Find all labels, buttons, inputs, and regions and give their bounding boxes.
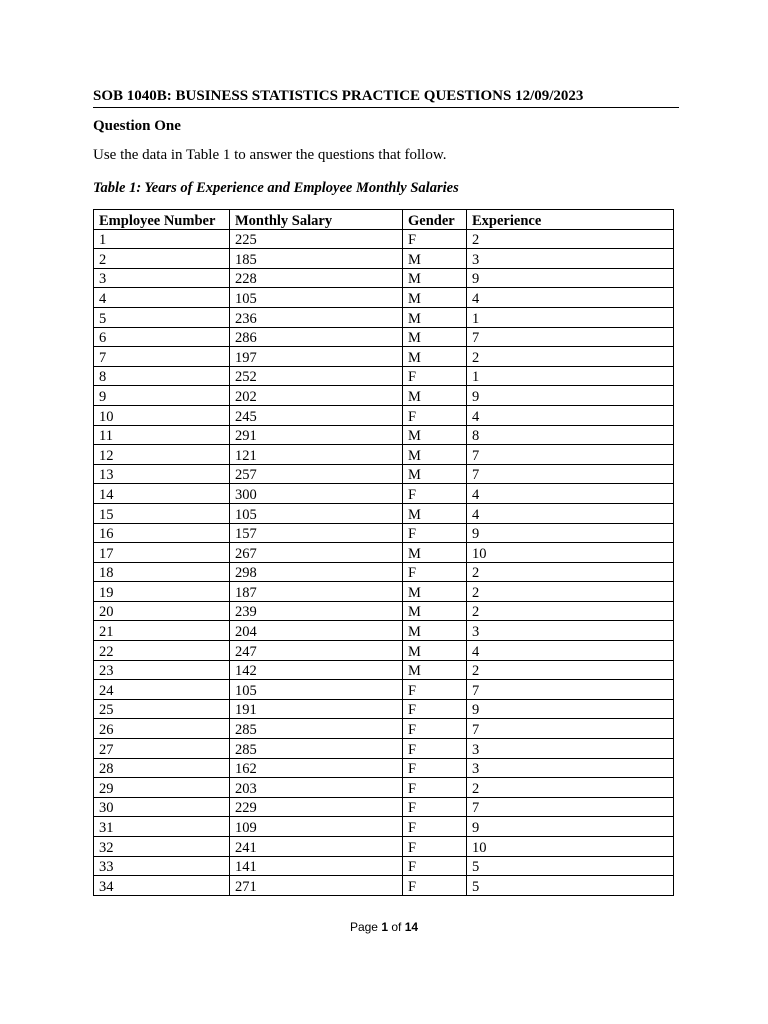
table-body bbox=[94, 229, 674, 895]
cell-employee-number: 23 bbox=[94, 660, 230, 680]
cell-gender: F bbox=[403, 719, 467, 739]
cell-experience: 5 bbox=[467, 856, 674, 876]
cell-experience: 9 bbox=[467, 817, 674, 837]
cell-gender: F bbox=[403, 778, 467, 798]
cell-monthly-salary: 245 bbox=[230, 405, 403, 425]
column-header-experience: Experience bbox=[467, 210, 674, 230]
cell-experience: 3 bbox=[467, 758, 674, 778]
table-row bbox=[94, 386, 674, 406]
cell-employee-number: 27 bbox=[94, 739, 230, 759]
cell-employee-number: 3 bbox=[94, 268, 230, 288]
cell-employee-number: 34 bbox=[94, 876, 230, 896]
cell-gender: F bbox=[403, 817, 467, 837]
cell-experience: 2 bbox=[467, 562, 674, 582]
cell-monthly-salary: 285 bbox=[230, 739, 403, 759]
table-row bbox=[94, 601, 674, 621]
cell-employee-number: 32 bbox=[94, 837, 230, 857]
cell-gender: M bbox=[403, 503, 467, 523]
cell-employee-number: 19 bbox=[94, 582, 230, 602]
table-row bbox=[94, 876, 674, 896]
cell-experience: 2 bbox=[467, 347, 674, 367]
cell-monthly-salary: 267 bbox=[230, 543, 403, 563]
table-caption: Table 1: Years of Experience and Employee Monthly Salaries bbox=[93, 180, 459, 196]
cell-monthly-salary: 236 bbox=[230, 307, 403, 327]
table-row bbox=[94, 719, 674, 739]
cell-experience: 7 bbox=[467, 445, 674, 465]
cell-gender: M bbox=[403, 660, 467, 680]
table-row bbox=[94, 699, 674, 719]
cell-gender: F bbox=[403, 405, 467, 425]
cell-employee-number: 20 bbox=[94, 601, 230, 621]
cell-gender: M bbox=[403, 307, 467, 327]
cell-employee-number: 30 bbox=[94, 797, 230, 817]
cell-monthly-salary: 229 bbox=[230, 797, 403, 817]
cell-employee-number: 26 bbox=[94, 719, 230, 739]
cell-monthly-salary: 239 bbox=[230, 601, 403, 621]
cell-employee-number: 8 bbox=[94, 366, 230, 386]
cell-monthly-salary: 187 bbox=[230, 582, 403, 602]
cell-monthly-salary: 141 bbox=[230, 856, 403, 876]
cell-monthly-salary: 257 bbox=[230, 464, 403, 484]
cell-monthly-salary: 162 bbox=[230, 758, 403, 778]
cell-gender: M bbox=[403, 641, 467, 661]
table-row bbox=[94, 268, 674, 288]
cell-monthly-salary: 202 bbox=[230, 386, 403, 406]
cell-experience: 2 bbox=[467, 229, 674, 249]
table-row bbox=[94, 523, 674, 543]
page-number bbox=[0, 919, 768, 935]
cell-experience: 9 bbox=[467, 523, 674, 543]
cell-experience: 4 bbox=[467, 641, 674, 661]
table-row bbox=[94, 366, 674, 386]
cell-experience: 4 bbox=[467, 484, 674, 504]
table-row bbox=[94, 582, 674, 602]
table-row bbox=[94, 347, 674, 367]
cell-gender: M bbox=[403, 621, 467, 641]
cell-monthly-salary: 286 bbox=[230, 327, 403, 347]
cell-gender: M bbox=[403, 601, 467, 621]
cell-experience: 1 bbox=[467, 366, 674, 386]
table-row bbox=[94, 425, 674, 445]
cell-employee-number: 22 bbox=[94, 641, 230, 661]
cell-monthly-salary: 247 bbox=[230, 641, 403, 661]
cell-employee-number: 25 bbox=[94, 699, 230, 719]
cell-employee-number: 5 bbox=[94, 307, 230, 327]
column-header-monthly-salary: Monthly Salary bbox=[230, 210, 403, 230]
cell-experience: 3 bbox=[467, 621, 674, 641]
table-row bbox=[94, 405, 674, 425]
employee-salary-table bbox=[93, 209, 674, 896]
cell-experience: 2 bbox=[467, 601, 674, 621]
cell-monthly-salary: 291 bbox=[230, 425, 403, 445]
cell-experience: 1 bbox=[467, 307, 674, 327]
cell-gender: F bbox=[403, 366, 467, 386]
cell-employee-number: 4 bbox=[94, 288, 230, 308]
cell-experience: 2 bbox=[467, 660, 674, 680]
cell-monthly-salary: 271 bbox=[230, 876, 403, 896]
cell-gender: F bbox=[403, 856, 467, 876]
cell-gender: F bbox=[403, 484, 467, 504]
cell-experience: 10 bbox=[467, 837, 674, 857]
cell-experience: 7 bbox=[467, 719, 674, 739]
cell-experience: 3 bbox=[467, 739, 674, 759]
cell-experience: 7 bbox=[467, 464, 674, 484]
cell-gender: F bbox=[403, 837, 467, 857]
table-row bbox=[94, 503, 674, 523]
cell-monthly-salary: 157 bbox=[230, 523, 403, 543]
cell-experience: 9 bbox=[467, 268, 674, 288]
cell-gender: M bbox=[403, 464, 467, 484]
cell-employee-number: 21 bbox=[94, 621, 230, 641]
cell-gender: M bbox=[403, 445, 467, 465]
cell-employee-number: 1 bbox=[94, 229, 230, 249]
cell-monthly-salary: 121 bbox=[230, 445, 403, 465]
cell-gender: M bbox=[403, 425, 467, 445]
cell-experience: 4 bbox=[467, 405, 674, 425]
cell-monthly-salary: 225 bbox=[230, 229, 403, 249]
table-row bbox=[94, 641, 674, 661]
cell-monthly-salary: 298 bbox=[230, 562, 403, 582]
cell-gender: F bbox=[403, 229, 467, 249]
cell-experience: 4 bbox=[467, 288, 674, 308]
cell-monthly-salary: 203 bbox=[230, 778, 403, 798]
cell-monthly-salary: 142 bbox=[230, 660, 403, 680]
table-row bbox=[94, 288, 674, 308]
cell-experience: 5 bbox=[467, 876, 674, 896]
cell-monthly-salary: 285 bbox=[230, 719, 403, 739]
cell-employee-number: 13 bbox=[94, 464, 230, 484]
cell-gender: M bbox=[403, 543, 467, 563]
cell-monthly-salary: 300 bbox=[230, 484, 403, 504]
cell-gender: M bbox=[403, 347, 467, 367]
table-row bbox=[94, 837, 674, 857]
cell-monthly-salary: 197 bbox=[230, 347, 403, 367]
table-row bbox=[94, 778, 674, 798]
cell-monthly-salary: 105 bbox=[230, 288, 403, 308]
column-header-gender: Gender bbox=[403, 210, 467, 230]
cell-employee-number: 12 bbox=[94, 445, 230, 465]
cell-gender: F bbox=[403, 523, 467, 543]
table-row bbox=[94, 484, 674, 504]
table-row bbox=[94, 621, 674, 641]
cell-monthly-salary: 185 bbox=[230, 249, 403, 269]
cell-experience: 7 bbox=[467, 797, 674, 817]
page-label-prefix: Page bbox=[349, 920, 382, 934]
cell-experience: 9 bbox=[467, 699, 674, 719]
cell-monthly-salary: 241 bbox=[230, 837, 403, 857]
cell-experience: 7 bbox=[467, 680, 674, 700]
cell-employee-number: 14 bbox=[94, 484, 230, 504]
cell-employee-number: 7 bbox=[94, 347, 230, 367]
table-row bbox=[94, 660, 674, 680]
cell-monthly-salary: 109 bbox=[230, 817, 403, 837]
table-row bbox=[94, 464, 674, 484]
cell-experience: 9 bbox=[467, 386, 674, 406]
cell-employee-number: 2 bbox=[94, 249, 230, 269]
cell-employee-number: 16 bbox=[94, 523, 230, 543]
header-divider bbox=[93, 107, 679, 108]
cell-employee-number: 15 bbox=[94, 503, 230, 523]
cell-gender: M bbox=[403, 268, 467, 288]
current-page: 1 bbox=[381, 920, 388, 934]
cell-employee-number: 28 bbox=[94, 758, 230, 778]
cell-gender: M bbox=[403, 249, 467, 269]
cell-monthly-salary: 191 bbox=[230, 699, 403, 719]
cell-monthly-salary: 204 bbox=[230, 621, 403, 641]
cell-gender: F bbox=[403, 797, 467, 817]
table-row bbox=[94, 307, 674, 327]
table-row bbox=[94, 562, 674, 582]
cell-employee-number: 29 bbox=[94, 778, 230, 798]
cell-employee-number: 31 bbox=[94, 817, 230, 837]
table-row bbox=[94, 758, 674, 778]
cell-gender: F bbox=[403, 562, 467, 582]
table-header-row bbox=[94, 210, 674, 230]
table-row bbox=[94, 739, 674, 759]
table-row bbox=[94, 797, 674, 817]
table-row bbox=[94, 543, 674, 563]
cell-experience: 4 bbox=[467, 503, 674, 523]
cell-gender: M bbox=[403, 288, 467, 308]
cell-employee-number: 6 bbox=[94, 327, 230, 347]
cell-gender: M bbox=[403, 386, 467, 406]
table-row bbox=[94, 856, 674, 876]
cell-monthly-salary: 105 bbox=[230, 680, 403, 700]
cell-employee-number: 11 bbox=[94, 425, 230, 445]
cell-monthly-salary: 252 bbox=[230, 366, 403, 386]
cell-gender: F bbox=[403, 739, 467, 759]
cell-experience: 2 bbox=[467, 778, 674, 798]
cell-employee-number: 24 bbox=[94, 680, 230, 700]
cell-employee-number: 33 bbox=[94, 856, 230, 876]
document-header: SOB 1040B: BUSINESS STATISTICS PRACTICE QUESTIONS 12/09/2023 bbox=[93, 88, 584, 104]
cell-gender: M bbox=[403, 582, 467, 602]
page-label-of: of bbox=[388, 920, 405, 934]
cell-gender: F bbox=[403, 699, 467, 719]
cell-gender: F bbox=[403, 680, 467, 700]
table-row bbox=[94, 327, 674, 347]
cell-employee-number: 18 bbox=[94, 562, 230, 582]
cell-experience: 7 bbox=[467, 327, 674, 347]
cell-employee-number: 17 bbox=[94, 543, 230, 563]
question-title: Question One bbox=[93, 118, 181, 134]
table-row bbox=[94, 445, 674, 465]
column-header-employee-number: Employee Number bbox=[94, 210, 230, 230]
cell-experience: 10 bbox=[467, 543, 674, 563]
table-row bbox=[94, 249, 674, 269]
cell-experience: 3 bbox=[467, 249, 674, 269]
instruction-text: Use the data in Table 1 to answer the questions that follow. bbox=[93, 147, 447, 163]
cell-gender: M bbox=[403, 327, 467, 347]
cell-gender: F bbox=[403, 876, 467, 896]
cell-monthly-salary: 228 bbox=[230, 268, 403, 288]
table-row bbox=[94, 680, 674, 700]
cell-employee-number: 10 bbox=[94, 405, 230, 425]
total-pages: 14 bbox=[404, 920, 419, 934]
table-row bbox=[94, 229, 674, 249]
table-row bbox=[94, 817, 674, 837]
cell-employee-number: 9 bbox=[94, 386, 230, 406]
cell-experience: 8 bbox=[467, 425, 674, 445]
cell-experience: 2 bbox=[467, 582, 674, 602]
cell-monthly-salary: 105 bbox=[230, 503, 403, 523]
cell-gender: F bbox=[403, 758, 467, 778]
